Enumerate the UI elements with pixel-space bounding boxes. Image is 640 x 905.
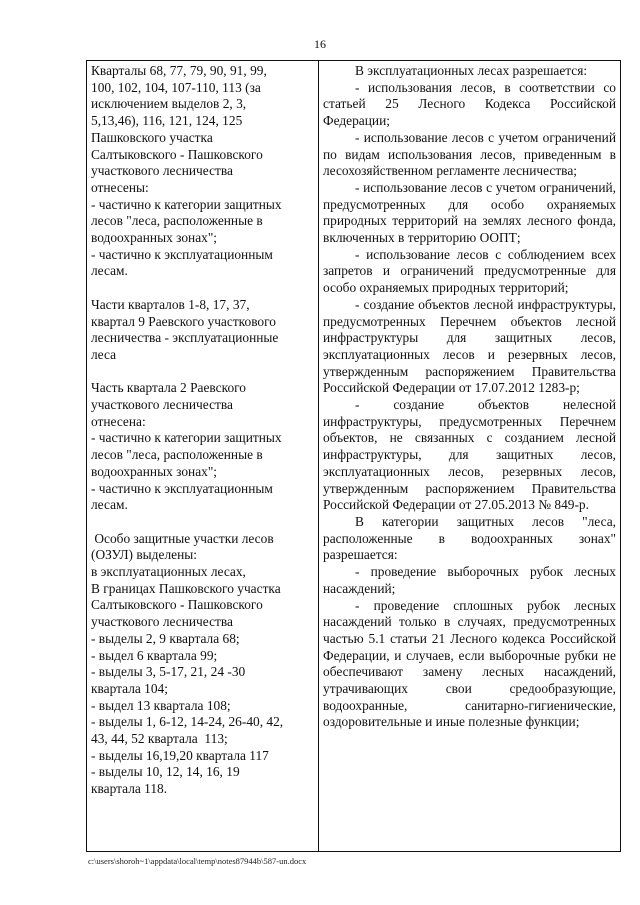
left-text-line: в эксплуатационных лесах, (91, 564, 246, 580)
left-text-line: 43, 44, 52 квартала 113; (91, 731, 228, 747)
regulation-paragraph: - проведение сплошных рубок лесных насаждений только в случаях, предусмотренных частью 5.1 статьи 21 Лесного кодекса Российской Федерации, и случаев, если выборочные рубки не обеспечивают замену лесных насаждений, утрачивающих свои средообразующие, водоохранные, санитарно-гигиенические, оздоровительные и иные полезные функции; (323, 597, 616, 730)
block-gap (91, 364, 314, 381)
left-text-line: отнесена: (91, 413, 146, 429)
block-gap (91, 514, 314, 531)
regulation-paragraph: - создание объектов лесной инфраструктуры, предусмотренных Перечнем объектов лесной инфраструктуры для защитных лесов, эксплуатационных лесов и резервных лесов, утвержденным распоряжением Правительства Российской Федерации от 17.07.2012 1283-р; (323, 296, 616, 396)
left-text-line: лесничества - эксплуатационные (91, 330, 279, 346)
regulation-paragraph: - использование лесов с учетом ограничений по видам использования лесов, приведенным в лесохозяйственном регламенте лесничества; (323, 129, 616, 179)
left-text-line: В границах Пашковского участка (91, 580, 281, 596)
left-text-line: - частично к категории защитных (91, 196, 282, 212)
left-text-line: квартала 104; (91, 680, 168, 696)
left-text-line: - выделы 3, 5-17, 21, 24 -30 (91, 664, 246, 680)
left-text-line: Кварталы 68, 77, 79, 90, 91, 99, (91, 63, 267, 78)
left-text-line: Часть квартала 2 Раевского (91, 380, 246, 396)
section-heading-paragraph: В эксплуатационных лесах разрешается: (355, 63, 588, 78)
left-text-line: участкового лесничества (91, 163, 233, 179)
left-text-line: лесов "леса, расположенные в (91, 213, 263, 229)
left-text-line: лесов "леса, расположенные в (91, 447, 263, 463)
left-text-line: Салтыковского - Пашковского (91, 146, 263, 162)
left-text-line: - частично к эксплуатационным (91, 246, 273, 262)
left-text-line: отнесены: (91, 179, 149, 195)
left-text-line: лесам. (91, 497, 128, 513)
left-text-line: леса (91, 346, 117, 362)
left-text-line: - частично к эксплуатационным (91, 480, 273, 496)
left-text-line: Салтыковского - Пашковского (91, 597, 263, 613)
left-text-line: участкового лесничества (91, 614, 233, 630)
page-number: 16 (314, 37, 326, 51)
left-text-block (91, 63, 314, 280)
table-left-column (87, 61, 319, 851)
left-text-line: лесам. (91, 263, 128, 279)
left-text-line: (ОЗУЛ) выделены: (91, 547, 197, 563)
left-text-line: - выделы 16,19,20 квартала 117 (91, 747, 269, 763)
left-text-line: водоохранных зонах"; (91, 230, 218, 246)
left-text-block (91, 297, 314, 364)
left-text-line: квартал 9 Раевского участкового (91, 313, 276, 329)
left-text-line: 5,13,46), 116, 121, 124, 125 (91, 113, 243, 129)
section-heading-paragraph: В категории защитных лесов "леса, расположенные в водоохранных зонах" разрешается: (323, 513, 616, 563)
left-text-line: квартала 118. (91, 781, 168, 797)
left-text-line: исключением выделов 2, 3, (91, 96, 247, 112)
left-text-line: - выделы 1, 6-12, 14-24, 26-40, 42, (91, 714, 284, 730)
regulation-paragraph: - использование лесов с учетом ограничений, предусмотренных для особо охраняемых природных территорий на землях лесного фонда, включенных в территорию ООПТ; (323, 179, 616, 246)
left-text-block (91, 380, 314, 514)
regulation-table (86, 60, 621, 852)
regulation-paragraph: - проведение выборочных рубок лесных насаждений; (323, 564, 616, 596)
left-text-line: Особо защитные участки лесов (91, 530, 274, 546)
regulation-paragraph: - создание объектов нелесной инфраструктуры, предусмотренных Перечнем объектов, не связанных с созданием лесной инфраструктуры, для защитных лесов, эксплуатационных лесов, резервных лесов, утвержденным распоряжением Правительства Российской Федерации от 27.05.2013 № 849-р. (323, 397, 616, 513)
footer-file-path: c:\users\shoroh~1\appdata\local\temp\notes87944b\587-un.docx (88, 856, 307, 866)
block-gap (91, 280, 314, 297)
left-text-line: - выдел 6 квартала 99; (91, 647, 218, 663)
left-text-line: 100, 102, 104, 107-110, 113 (за (91, 79, 261, 95)
left-text-block (91, 531, 314, 798)
regulation-paragraph: - использование лесов с соблюдением всех запретов и ограничений предусмотренные для особо охраняемых природных территорий; (323, 246, 616, 296)
left-text-line: - выделы 10, 12, 14, 16, 19 (91, 764, 240, 780)
left-text-line: - выдел 13 квартала 108; (91, 697, 231, 713)
table-right-column (319, 61, 620, 851)
left-text-line: - частично к категории защитных (91, 430, 282, 446)
regulation-paragraph: - использования лесов, в соответствии со статьей 25 Лесного Кодекса Российской Федерации; (323, 79, 616, 129)
left-text-line: участкового лесничества (91, 397, 233, 413)
left-text-line: - выделы 2, 9 квартала 68; (91, 630, 240, 646)
left-text-line: водоохранных зонах"; (91, 463, 218, 479)
left-text-line: Пашковского участка (91, 129, 213, 145)
left-text-line: Части кварталов 1-8, 17, 37, (91, 296, 250, 312)
